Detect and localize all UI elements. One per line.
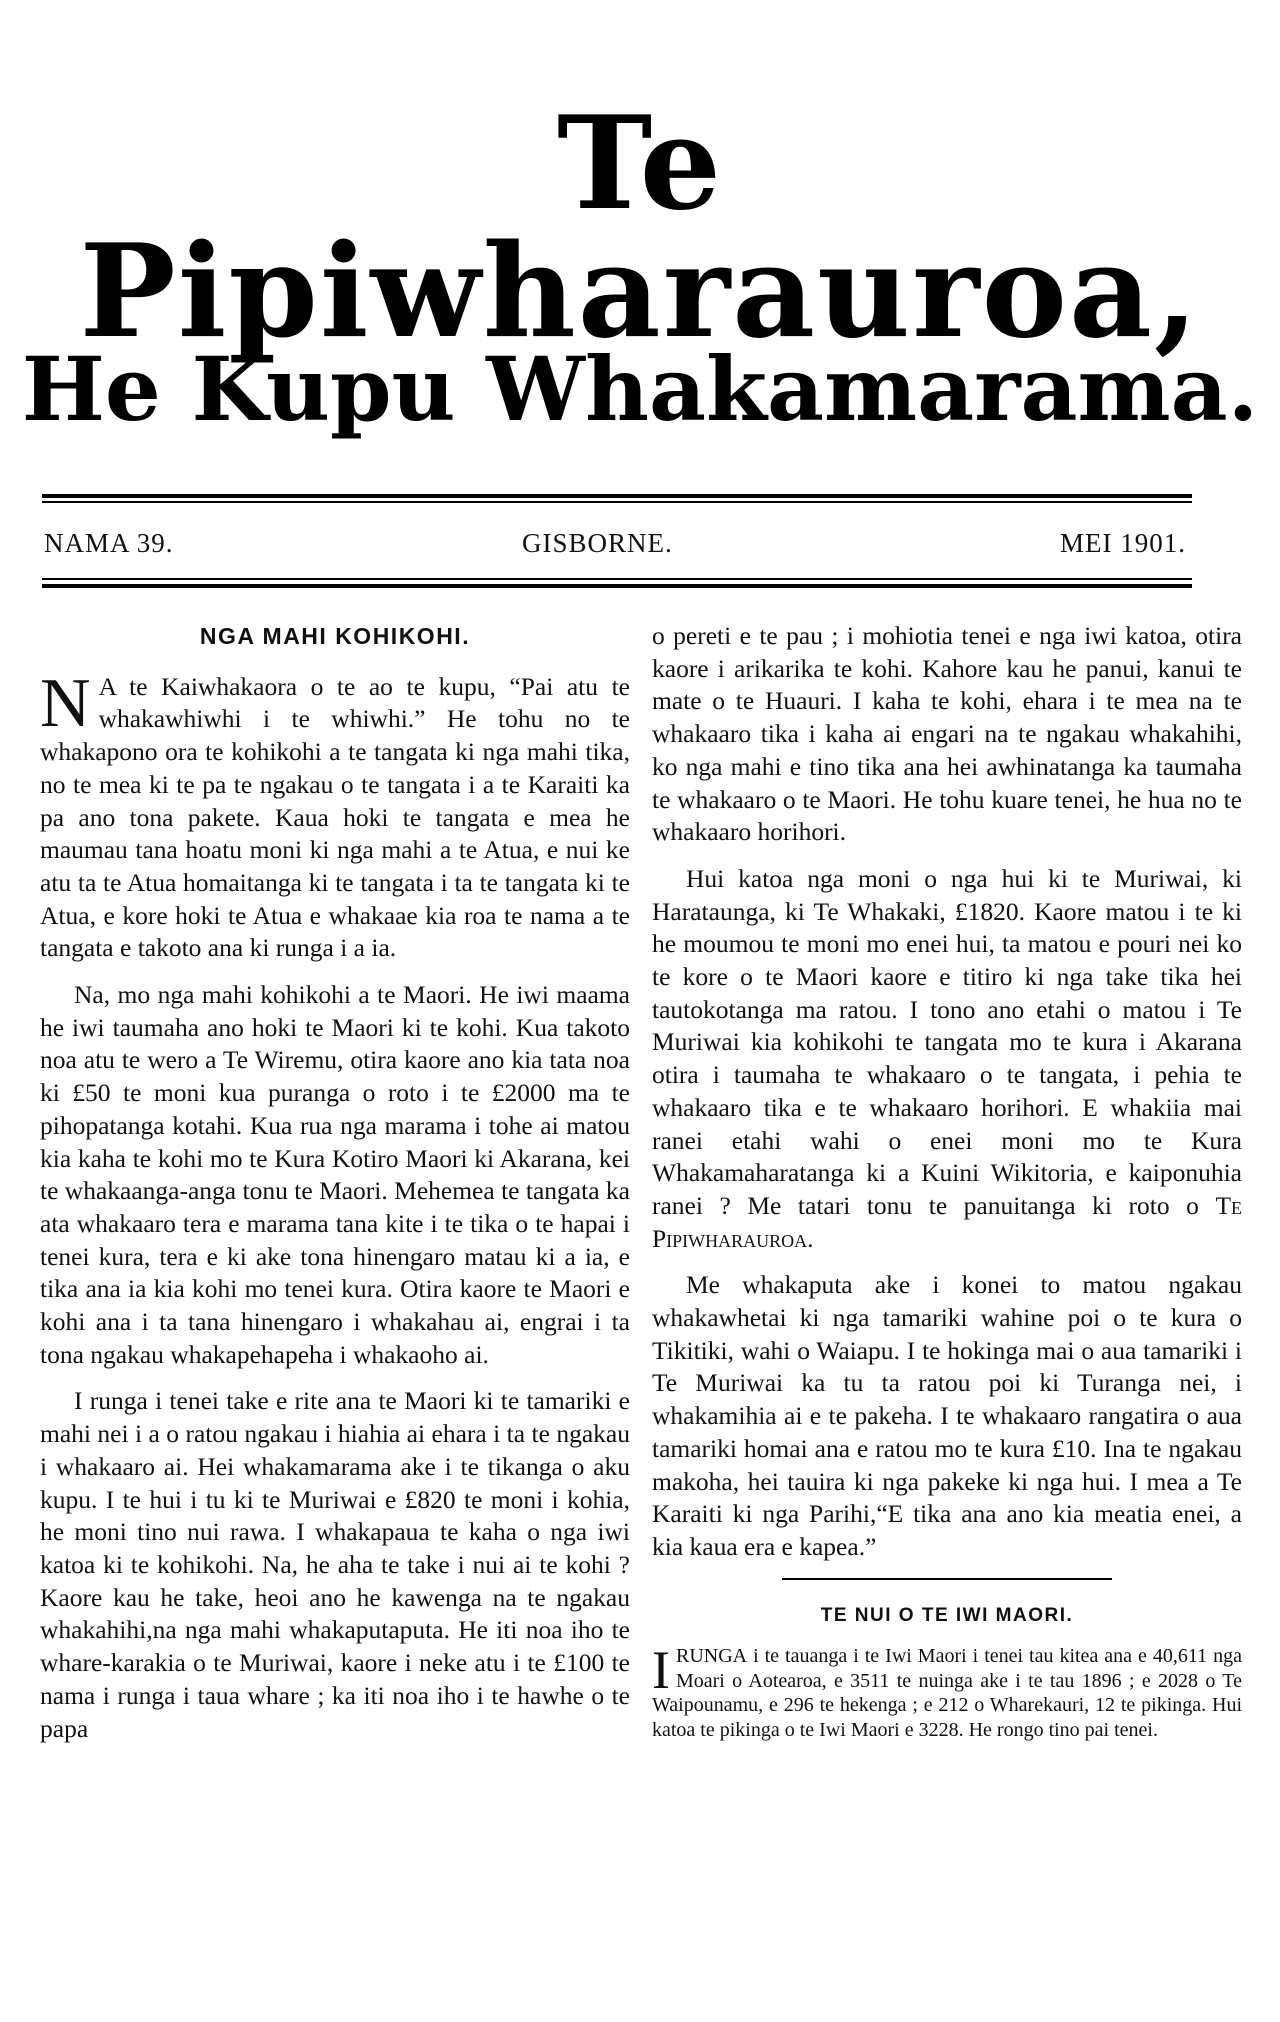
article-paragraph: Me whakaputa ake i konei to matou ngakau whakawhetai ki nga tamariki wahine poi o te kura o Tikitiki, wahi o Waiapu. I te hokinga mai o aua tamariki i Te Muriwai ka tu ta ratou poi ki Turanga nei, i whakamihia ai e te pakeha. I te whakaaro rangatira o aua tamariki homai ana e ratou mo te kura £10. Ina te ngakau makoha, hei tauira ki nga pakeke ki nga hui. I mea a Te Karaiti ki nga Parihi,“E tika ana ano kia meatia enei, a kia kaua era e kapea.” (652, 1270, 1242, 1561)
top-rule-thin (42, 501, 1192, 503)
issue-number: NAMA 39. (44, 528, 174, 558)
issue-date: MEI 1901. (1060, 528, 1186, 558)
masthead-title: Te Pipiwharauroa, (79, 89, 1201, 367)
mid-rule-thick (42, 584, 1192, 588)
drop-cap: N (40, 664, 91, 742)
census-article (652, 1604, 1242, 1743)
paper-name-smallcaps: Te Pipiwharauroa. (652, 1190, 1243, 1253)
masthead-subtitle: He Kupu Whakamarama. (21, 337, 1259, 441)
right-column (652, 620, 1242, 1742)
article-paragraph: I runga i tenei take e rite ana te Maori ki te tamariki e mahi nei i a o ratou ngakau i hiahia ai ehara i ta te ngakau i whakaaro ai. Hei whakamarama ake i te tikanga o aku kupu. I te hui i tu ki te Muriwai e £820 te moni i kohia, he moni tino nui rawa. I whakapaua te kaha o nga iwi katoa ki te kohikohi. Na, he aha te take i nui ai te kohi ? Kaore kau he take, heoi ano he kawenga na te ngakau whakahihi,na nga mahi whakaputaputa. He iti noa iho te whare-karakia o te Muriwai, kaore i neke atu i te £100 te nama i runga i taua whare ; ka iti noa iho i te hawhe o te papa (40, 1386, 630, 1743)
left-column (40, 620, 630, 1759)
top-rule-thick (42, 494, 1192, 498)
article-paragraph: Hui katoa nga moni o nga hui ki te Muriwai, ki Harataunga, ki Te Whakaki, £1820. Kaore matou i te ki he moumou te moni mo enei hui, ta matou e pouri nei ko te kore o te Maori kaore e titiro ki nga take tika hei tautokotanga ma ratou. I tono ano etahi o matou i Te Muriwai kia kohikohi te tangata mo te kura i Akarana otira i taumaha te whakaaro o te tangata, i pehia te whakaaro tika e te whakaaro horihori. E whakiia mai ranei etahi wahi o enei moni mo te Kura Whakamaharatanga ki a Kuini Wikitoria, e kaiponuhia ranei ? Me tatari tonu te panuitanga ki roto o Te Pipiwharauroa. (652, 863, 1243, 1253)
issue-place: GISBORNE. (522, 528, 673, 558)
section-divider (782, 1578, 1112, 1580)
drop-cap: I (652, 1640, 670, 1701)
article-heading: NGA MAHI KOHIKOHI. (199, 623, 471, 649)
article-heading: TE NUI O TE IWI MAORI. (820, 1604, 1074, 1626)
article-paragraph: Na, mo nga mahi kohikohi a te Maori. He iwi maama he iwi taumaha ano hoki te Maori ki te kohi. Kua takoto noa atu te wero a Te Wiremu, otira kaore ano kia tata noa ki £50 te moni kua puranga o roto i te £2000 ma te pihopatanga kotahi. Kua rua nga marama i tohe ai matou kia kaha te kohi mo te Kura Kotiro Maori ki Akarana, kei te whakaanga-anga tonu te Maori. Mehemea te tangata ka ata whakaaro tera e marama tana kite i te tika o te hapai i tenei kura, tera e ki ake tona hinengaro matau ki a ia, e tika ana ia kia kohi mo tenei kura. Otira kaore te Maori e kohi ana i ta tana hinengaro i whakahau ai, engrai i ta tona ngakau whakapehapeha i whakaoho ai. (40, 980, 630, 1369)
mid-rule-thin (42, 578, 1192, 580)
article-paragraph: IRUNGA i te tauanga i te Iwi Maori i tenei tau kitea ana e 40,611 nga Moari o Aotearoa, e 3511 te nuinga ake i te tau 1896 ; e 2028 o Te Waipounamu, e 296 te hekenga ; e 212 o Wharekauri, 12 te pikinga. Hui katoa te pikinga o te Iwi Maori e 3228. He rongo tino pai tenei. (652, 1640, 1242, 1741)
article-paragraph: N A te Kaiwhakaora o te ao te kupu, “Pai atu te whakawhiwhi i te whiwhi.” He tohu no te whakapono ora te kohikohi a te tangata ki nga mahi tika, no te mea ki te pa te ngakau o te tangata i a te Karaiti ka pa ano tona pakete. Kaua hoki te tangata e mea he maumau tana hoatu moni ki nga mahi a te Atua, e nui ke atu ta te Atua homaitanga ki te tangata i ta te tangata ki te Atua, e kore hoki te Atua e whakaae kia roa te nama a te tangata e takoto ana ki runga i a ia. (40, 664, 630, 963)
article-paragraph: o pereti e te pau ; i mohiotia tenei e nga iwi katoa, otira kaore i arikarika te kohi. Kahore kau he panui, kanui te mate o te Huauri. I kaha te kohi, ehara i te mea na te whakaaro tika i kaha ai engari na te ngakau whakahihi, ko nga mahi e tino tika ana hei awhinatanga ka taumaha te whakaaro o te Maori. He tohu kuare tenei, he hua no te whakaaro horihori. (652, 621, 1242, 847)
